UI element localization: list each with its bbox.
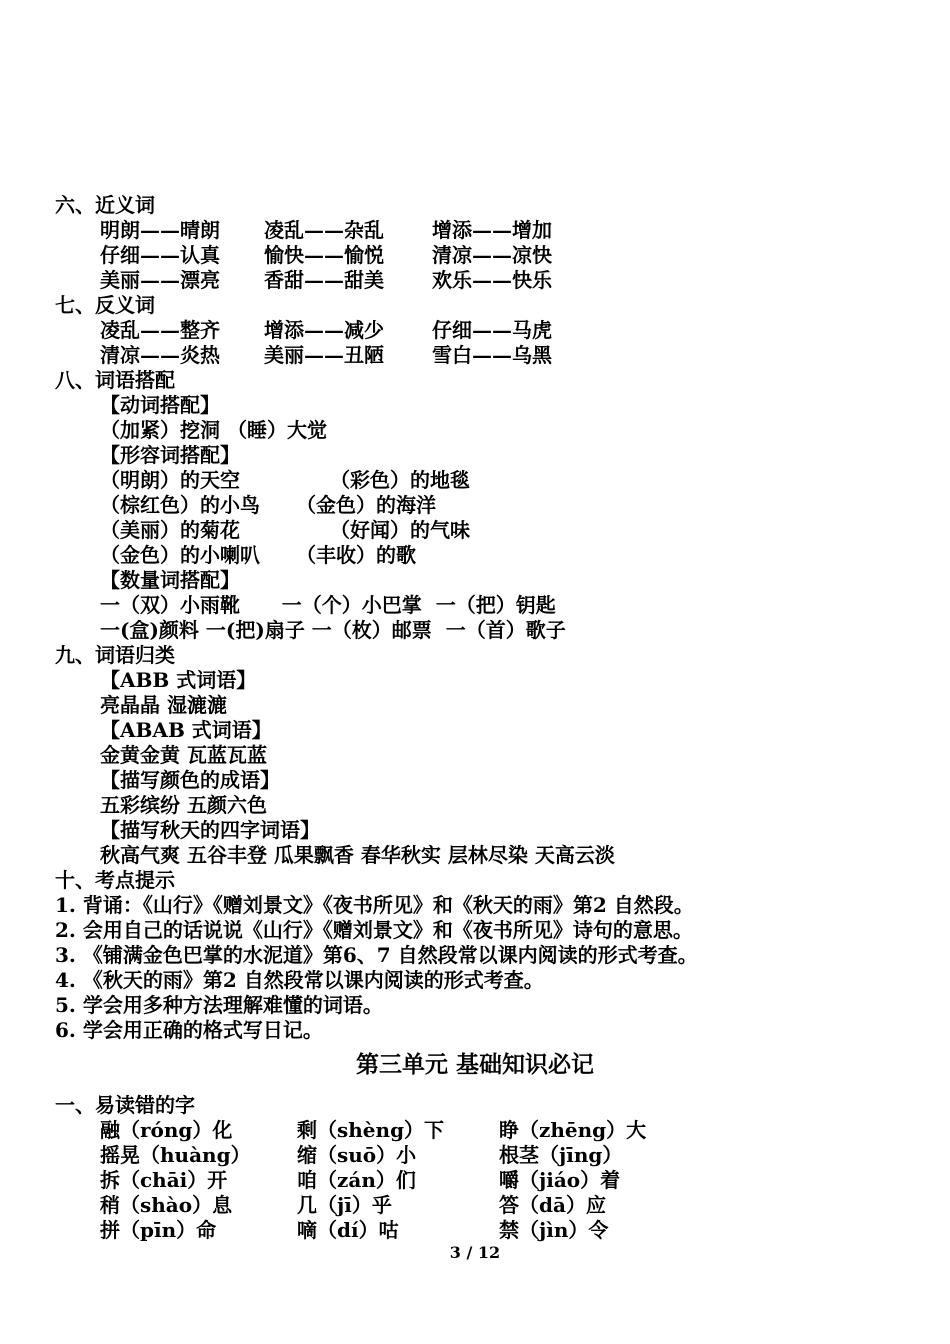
pinyin-entry: 答（dā）应: [499, 1193, 606, 1217]
antonym-pair: 增添——减少: [264, 318, 384, 342]
subheading-abb: 【ABB 式词语】: [100, 668, 257, 692]
pinyin-entry: 剩（shèng）下: [297, 1118, 445, 1142]
adjective-phrase: （明朗）的天空: [100, 468, 240, 492]
exam-tip-item: 6. 学会用正确的格式写日记。: [55, 1018, 323, 1042]
quantifier-line: 一（双）小雨靴 一（个）小巴掌 一（把）钥匙: [100, 593, 556, 617]
pinyin-entry: 摇晃（huàng）: [100, 1143, 251, 1167]
pinyin-entry: 稍（shào）息: [100, 1193, 233, 1217]
subheading-verb-collocation: 【动词搭配】: [100, 393, 220, 417]
pinyin-entry: 咱（zán）们: [297, 1168, 416, 1192]
pinyin-entry: 嚼（jiáo）着: [499, 1168, 621, 1192]
adjective-phrase: （棕红色）的小鸟: [100, 493, 260, 517]
subheading-autumn-words: 【描写秋天的四字词语】: [100, 818, 320, 842]
synonym-pair: 美丽——漂亮: [100, 268, 220, 292]
section-heading-exam-tips: 十、考点提示: [55, 868, 175, 892]
pinyin-entry: 根茎（jīng）: [499, 1143, 623, 1167]
quantifier-line: 一(盒)颜料 一(把)扇子 一（枚）邮票 一（首）歌子: [100, 618, 566, 642]
pinyin-entry: 嘀（dí）咕: [297, 1218, 399, 1242]
unit-title: 第三单元 基础知识必记: [355, 1051, 594, 1078]
antonym-pair: 仔细——马虎: [432, 318, 552, 342]
exam-tip-item: 5. 学会用多种方法理解难懂的词语。: [55, 993, 383, 1017]
abb-words: 亮晶晶 湿漉漉: [100, 693, 227, 717]
synonym-pair: 愉快——愉悦: [264, 243, 384, 267]
subheading-adjective-collocation: 【形容词搭配】: [100, 443, 240, 467]
synonym-pair: 清凉——凉快: [432, 243, 552, 267]
synonym-pair: 仔细——认真: [100, 243, 220, 267]
synonym-pair: 增添——增加: [432, 218, 552, 242]
adjective-phrase: （好闻）的气味: [330, 518, 470, 542]
section-heading-synonyms: 六、近义词: [55, 193, 155, 217]
exam-tip-item: 3. 《铺满金色巴掌的水泥道》第6、7 自然段常以课内阅读的形式考查。: [55, 943, 698, 967]
subheading-color-idioms: 【描写颜色的成语】: [100, 768, 280, 792]
adjective-phrase: （金色）的海洋: [296, 493, 436, 517]
exam-tip-item: 1. 背诵：《山行》《赠刘景文》《夜书所见》和《秋天的雨》第2 自然段。: [55, 893, 694, 917]
pinyin-entry: 睁（zhēng）大: [499, 1118, 647, 1142]
pinyin-entry: 融（róng）化: [100, 1118, 233, 1142]
section-heading-collocations: 八、词语搭配: [55, 368, 175, 392]
pinyin-entry: 拆（chāi）开: [100, 1168, 228, 1192]
page-number: 3 / 12: [449, 1243, 501, 1262]
exam-tip-item: 2. 会用自己的话说说《山行》《赠刘景文》和《夜书所见》诗句的意思。: [55, 918, 693, 942]
adjective-phrase: （金色）的小喇叭: [100, 543, 260, 567]
section-heading-antonyms: 七、反义词: [55, 293, 155, 317]
antonym-pair: 雪白——乌黑: [432, 343, 552, 367]
pinyin-entry: 缩（suō）小: [297, 1143, 417, 1167]
adjective-phrase: （彩色）的地毯: [330, 468, 470, 492]
section-heading-word-classification: 九、词语归类: [55, 643, 175, 667]
abab-words: 金黄金黄 瓦蓝瓦蓝: [100, 743, 267, 767]
pinyin-entry: 几（jī）乎: [297, 1193, 392, 1217]
antonym-pair: 清凉——炎热: [100, 343, 220, 367]
adjective-phrase: （丰收）的歌: [296, 543, 416, 567]
synonym-pair: 欢乐——快乐: [432, 268, 552, 292]
synonym-pair: 香甜——甜美: [264, 268, 384, 292]
subheading-quantifier-collocation: 【数量词搭配】: [100, 568, 240, 592]
subheading-abab: 【ABAB 式词语】: [100, 718, 272, 742]
section-heading-misread-chars: 一、易读错的字: [55, 1093, 195, 1117]
pinyin-entry: 拼（pīn）命: [100, 1218, 217, 1242]
antonym-pair: 凌乱——整齐: [100, 318, 220, 342]
synonym-pair: 明朗——晴朗: [100, 218, 220, 242]
color-idioms: 五彩缤纷 五颜六色: [100, 793, 267, 817]
autumn-words: 秋高气爽 五谷丰登 瓜果飘香 春华秋实 层林尽染 天高云淡: [100, 843, 615, 867]
pinyin-entry: 禁（jìn）令: [499, 1218, 609, 1242]
antonym-pair: 美丽——丑陋: [264, 343, 384, 367]
adjective-phrase: （美丽）的菊花: [100, 518, 240, 542]
exam-tip-item: 4. 《秋天的雨》第2 自然段常以课内阅读的形式考查。: [55, 968, 544, 992]
synonym-pair: 凌乱——杂乱: [264, 218, 384, 242]
verb-collocation-line: （加紧）挖洞 （睡）大觉: [100, 418, 327, 442]
